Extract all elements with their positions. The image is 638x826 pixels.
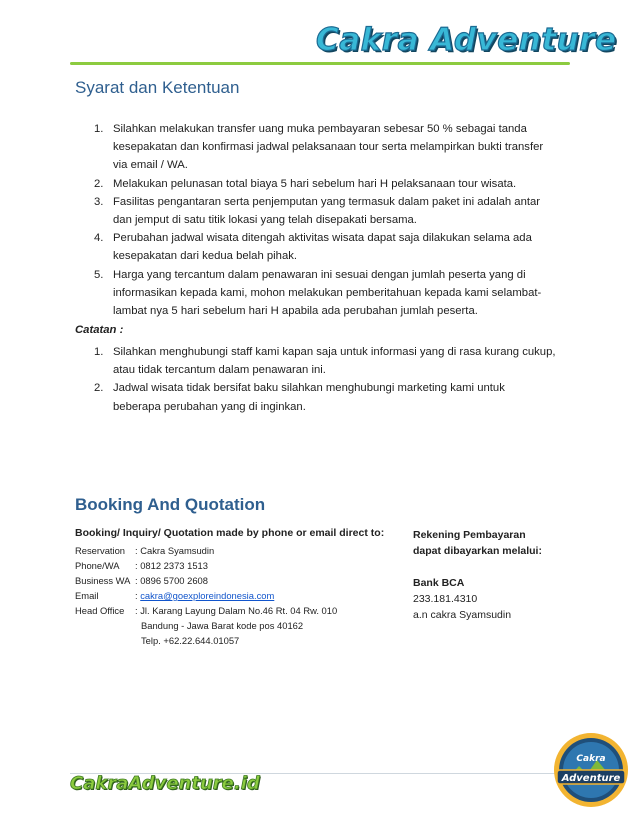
terms-item-line: Silahkan melakukan transfer uang muka pembayaran sebesar 50 % sebagai tanda	[113, 123, 527, 135]
terms-item-line: lambat nya 5 hari sebelum hari H apabila ada perubahan jumlah peserta.	[113, 305, 478, 318]
terms-item-line: Harga yang tercantum dalam penawaran ini sesuai dengan jumlah peserta yang di	[113, 268, 526, 281]
terms-item-5	[94, 266, 562, 321]
terms-item-4	[94, 229, 562, 265]
terms-item-1	[94, 120, 562, 175]
bank-subheading: dapat dibayarkan melalui:	[413, 545, 542, 557]
contact-label-spacer	[75, 633, 135, 648]
contact-row-reservation	[75, 543, 337, 558]
header-divider	[70, 62, 570, 65]
notes-list	[94, 343, 564, 416]
contact-row-office	[75, 603, 337, 618]
brand-logo-header: Cakra Adventure	[316, 22, 617, 58]
notes-item-2	[94, 379, 564, 415]
contact-label: Reservation	[75, 545, 126, 556]
contact-row-business-wa	[75, 573, 337, 588]
terms-item-line: informasikan kepada kami, mohon melakukan pemberitahuan kepada kami selambat-	[113, 286, 542, 299]
contact-value: : Jl. Karang Layung Dalam No.46 Rt. 04 Rw. 010	[135, 605, 338, 616]
terms-item-number: 4.	[94, 232, 104, 245]
terms-item-2	[94, 175, 562, 193]
bank-account-number: 233.181.4310	[413, 593, 478, 605]
terms-item-number: 1.	[94, 123, 104, 135]
notes-item-number: 1.	[94, 346, 104, 358]
terms-item-line: kesepakatan dari kedua belah pihak.	[113, 250, 298, 263]
bank-account-name: a.n cakra Syamsudin	[413, 609, 512, 621]
contact-row-email	[75, 588, 337, 603]
footer-brand-logo: CakraAdventure.id	[70, 773, 260, 794]
terms-item-line: kesepakatan dan konfirmasi jadwal pelaksanaan tour serta melampirkan bukti transfer	[113, 141, 544, 154]
booking-title: Booking And Quotation	[75, 495, 266, 514]
bank-heading: Rekening Pembayaran	[413, 529, 526, 541]
terms-item-line: Perubahan jadwal wisata ditengah aktivitas wisata dapat saja dilakukan selama ada	[113, 232, 532, 245]
bank-info	[413, 527, 542, 623]
bank-spacer	[413, 559, 542, 575]
email-link[interactable]: cakra@goexploreindonesia.com	[140, 590, 275, 601]
terms-item-line: dan jemput di satu titik lokasi yang telah disepakati bersama.	[113, 214, 417, 227]
contact-label: Phone/WA	[75, 560, 120, 571]
contact-label: Email	[75, 590, 99, 601]
badge-text-top: Cakra	[576, 754, 606, 764]
terms-item-line: via email / WA.	[113, 159, 188, 172]
notes-item-1	[94, 343, 564, 379]
contact-label: Business WA	[75, 575, 131, 586]
contact-value	[135, 588, 274, 603]
terms-item-line: Fasilitas pengantaran serta penjemputan yang termasuk dalam paket ini adalah antar	[113, 195, 541, 208]
contact-value: Telp. +62.22.644.01057	[141, 635, 240, 646]
terms-title: Syarat dan Ketentuan	[75, 78, 240, 97]
email-prefix: :	[135, 590, 141, 601]
notes-item-line: atau tidak tercantum dalam penawaran ini.	[113, 364, 326, 377]
notes-item-line: Jadwal wisata tidak bersifat baku silahkan menghubungi marketing kami untuk	[113, 382, 505, 395]
terms-item-line: Melakukan pelunasan total biaya 5 hari sebelum hari H pelaksanaan tour wisata.	[113, 177, 517, 190]
notes-item-number: 2.	[94, 382, 104, 395]
contact-row-phone	[75, 558, 337, 573]
contact-label-spacer	[75, 618, 135, 633]
terms-item-number: 2.	[94, 177, 104, 190]
notes-item-line: beberapa perubahan yang di inginkan.	[113, 400, 306, 413]
notes-item-line: Silahkan menghubungi staff kami kapan saja untuk informasi yang di rasa kurang cukup,	[113, 346, 556, 358]
notes-heading: Catatan :	[75, 324, 124, 336]
contact-value: Bandung - Jawa Barat kode pos 40162	[141, 620, 304, 631]
contact-row-office-3	[75, 633, 337, 648]
contact-value: : 0812 2373 1513	[135, 560, 208, 571]
contact-value: : 0896 5700 2608	[135, 575, 208, 586]
contact-value: : Cakra Syamsudin	[135, 545, 215, 556]
badge-text-main: Adventure	[561, 773, 621, 784]
brand-badge-logo	[551, 730, 631, 810]
booking-intro: Booking/ Inquiry/ Quotation made by phone or email direct to:	[75, 527, 385, 539]
terms-item-number: 5.	[94, 268, 104, 281]
contact-row-office-2	[75, 618, 337, 633]
contact-table	[75, 543, 337, 648]
terms-list	[94, 120, 562, 320]
contact-label: Head Office	[75, 605, 125, 616]
bank-name: Bank BCA	[413, 577, 465, 589]
terms-item-3	[94, 193, 562, 229]
terms-item-number: 3.	[94, 195, 104, 208]
